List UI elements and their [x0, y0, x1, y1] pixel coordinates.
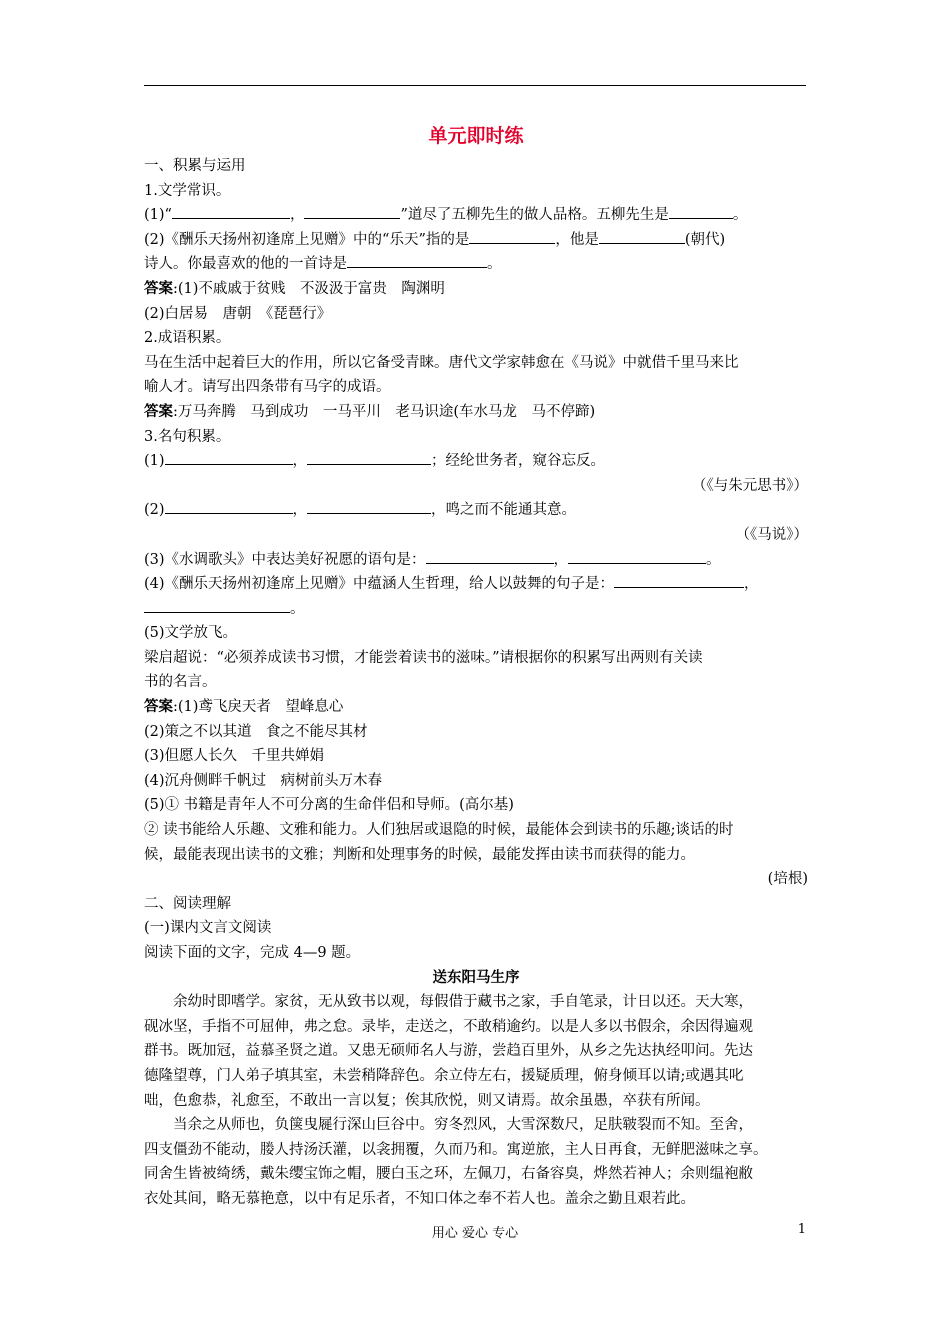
question-text: (3)《水调歌头》中表达美好祝愿的语句是：	[144, 551, 426, 568]
answer-blank[interactable]	[165, 450, 293, 465]
subsection-heading: (一)课内文言文阅读	[144, 920, 272, 937]
answer-line: (3)但愿人长久 千里共婵娟	[144, 748, 325, 765]
answer-blank[interactable]	[144, 598, 290, 613]
separator: 。	[290, 600, 305, 617]
answer-line: 候，最能表现出读书的文雅；判断和处理事务的时候，最能发挥由读书而获得的能力。	[144, 846, 695, 863]
answer-line: (5)① 书籍是青年人不可分离的生命伴侣和导师。(高尔基)	[144, 797, 514, 814]
passage-paragraph-2	[144, 1113, 808, 1211]
answer-blank[interactable]	[469, 229, 555, 244]
page-title: 单元即时练	[428, 125, 524, 147]
question-text: (1)“	[144, 207, 172, 224]
answer-blank[interactable]	[614, 573, 744, 588]
question-item	[144, 548, 808, 573]
question-text: (2)《酬乐天扬州初逢席上见赠》中的“乐天”指的是	[144, 231, 470, 248]
question-label: 2.成语积累。	[144, 330, 231, 347]
question-text: (1)	[144, 453, 165, 470]
separator: ，	[289, 207, 305, 224]
answer-line: (2)白居易 唐朝 《琵琶行》	[144, 305, 332, 322]
question-item	[144, 252, 808, 277]
answer-blank[interactable]	[307, 450, 431, 465]
passage-line: 衣处其间，略无慕艳意，以中有足乐者，不知口体之奉不若人也。盖余之勤且艰若此。	[144, 1190, 695, 1207]
header-rule	[144, 85, 806, 86]
section-heading: 二、阅读理解	[144, 895, 231, 912]
answer-blank[interactable]	[347, 253, 487, 268]
question-text: ”道尽了五柳先生的做人品格。五柳先生是	[400, 207, 669, 224]
answer-blank[interactable]	[426, 549, 554, 564]
section-heading: 一、积累与运用	[144, 158, 246, 174]
answer-blank[interactable]	[307, 499, 431, 514]
question-item	[144, 449, 808, 474]
separator: ，	[292, 502, 308, 519]
answer-label: 答案	[144, 279, 173, 297]
question-item	[144, 228, 808, 253]
question-text: (2)	[144, 502, 165, 519]
passage-line: 咄，色愈恭，礼愈至，不敢出一言以复；俟其欣悦，则又请焉。故余虽愚，卒获有所闻。	[144, 1092, 710, 1109]
question-text: 梁启超说：“必须养成读书习惯，才能尝着读书的滋味。”请根据你的积累写出两则有关读	[144, 649, 703, 666]
question-text: ，他是	[555, 231, 599, 248]
document-body	[144, 118, 808, 1212]
answer-text: :(1)不戚戚于贫贱 不汲汲于富贵 陶渊明	[173, 280, 445, 297]
question-item	[144, 572, 808, 597]
answer-blank[interactable]	[599, 229, 685, 244]
separator: 。	[487, 256, 502, 273]
page-number: 1	[797, 1222, 806, 1237]
question-item	[144, 597, 808, 622]
question-item	[144, 203, 808, 228]
answer-text: :万马奔腾 马到成功 一马平川 老马识途(车水马龙 马不停蹄)	[173, 403, 596, 420]
separator: 。	[732, 207, 748, 224]
passage-line: 砚冰坚，手指不可屈伸，弗之怠。录毕，走送之，不敢稍逾约。以是人多以书假余，余因得遍观	[144, 1018, 753, 1035]
question-text: 书的名言。	[144, 674, 217, 691]
question-text: ，鸣之而不能通其意。	[431, 502, 577, 519]
answer-line	[144, 400, 808, 425]
answer-text: :(1)鸢飞戾天者 望峰息心	[173, 699, 344, 716]
source-citation: （《马说》）	[735, 526, 808, 543]
question-text: 马在生活中起着巨大的作用，所以它备受青睐。唐代文学家韩愈在《马说》中就借千里马来比	[144, 354, 739, 371]
passage-line: 群书。既加冠，益慕圣贤之道。又患无硕师名人与游，尝趋百里外，从乡之先达执经叩问。先达	[144, 1043, 753, 1060]
passage-line: 同舍生皆被绮绣，戴朱缨宝饰之帽，腰白玉之环，左佩刀，右备容臭，烨然若神人；余则缊袍敝	[144, 1166, 753, 1183]
source-citation: （《与朱元思书》）	[692, 477, 808, 494]
question-text: (朝代)	[684, 231, 726, 248]
answer-line: (4)沉舟侧畔千帆过 病树前头万木春	[144, 772, 383, 789]
answer-line	[144, 695, 808, 720]
question-text: 诗人。你最喜欢的他的一首诗是	[144, 256, 347, 273]
separator: ，	[744, 576, 759, 593]
answer-blank[interactable]	[669, 204, 733, 219]
separator: ，	[292, 453, 308, 470]
passage-paragraph-1	[144, 990, 808, 1113]
question-text: (4)《酬乐天扬州初逢席上见赠》中蕴涵人生哲理，给人以鼓舞的句子是：	[144, 576, 615, 593]
answer-line: (2)策之不以其道 食之不能尽其材	[144, 723, 368, 740]
answer-blank[interactable]	[172, 204, 290, 219]
page-footer: 用心 爱心 专心	[431, 1226, 519, 1241]
passage-line: 德隆望尊，门人弟子填其室，未尝稍降辞色。余立侍左右，援疑质理，俯身倾耳以请;或遇其叱	[144, 1067, 744, 1084]
separator: ，	[553, 551, 569, 568]
answer-blank[interactable]	[568, 549, 706, 564]
question-label: 1.文学常识。	[144, 182, 231, 199]
answer-blank[interactable]	[165, 499, 293, 514]
answer-blank[interactable]	[304, 204, 400, 219]
question-text: (5)文学放飞。	[144, 625, 238, 642]
answer-line	[144, 277, 808, 302]
question-text: ；经纶世务者，窥谷忘反。	[431, 453, 606, 470]
passage-line: 当余之从师也，负箧曳屣行深山巨谷中。穷冬烈风，大雪深数尺，足肤皲裂而不知。至舍，	[173, 1117, 753, 1134]
passage-line: 四支僵劲不能动，媵人持汤沃灌，以衾拥覆，久而乃和。寓逆旅，主人日再食，无鲜肥滋味之享。	[144, 1141, 768, 1158]
instruction-text: 阅读下面的文字，完成 4—9 题。	[144, 945, 361, 961]
question-label: 3.名句积累。	[144, 428, 231, 445]
question-text: 喻人才。请写出四条带有马字的成语。	[144, 379, 391, 396]
answer-label: 答案	[144, 402, 173, 420]
answer-line: ② 读书能给人乐趣、文雅和能力。人们独居或退隐的时候，最能体会到读书的乐趣;谈话的时	[144, 822, 734, 839]
passage-line: 余幼时即嗜学。家贫，无从致书以观，每假借于藏书之家，手自笔录，计日以还。天大寒，	[173, 994, 753, 1011]
source-citation: (培根)	[767, 871, 808, 888]
answer-label: 答案	[144, 698, 173, 716]
question-item	[144, 498, 808, 523]
separator: 。	[706, 551, 721, 568]
passage-title: 送东阳马生序	[432, 968, 520, 986]
